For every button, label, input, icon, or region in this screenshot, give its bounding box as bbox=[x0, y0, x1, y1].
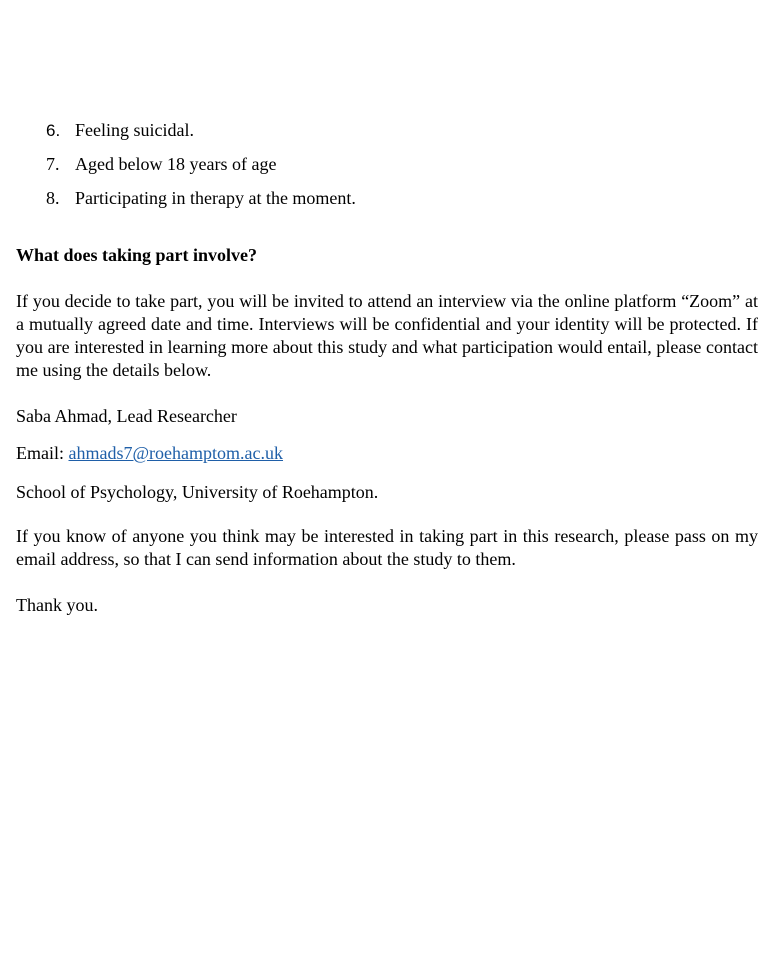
list-item bbox=[46, 119, 194, 142]
list-text: Participating in therapy at the moment. bbox=[75, 188, 356, 208]
list-number: 6. bbox=[46, 121, 61, 140]
affiliation: School of Psychology, University of Roehampton. bbox=[16, 482, 379, 502]
researcher-name: Saba Ahmad, Lead Researcher bbox=[16, 406, 237, 426]
list-item bbox=[46, 153, 276, 175]
involvement-paragraph: If you decide to take part, you will be invited to attend an interview via the online platform “Zoom” at a mutually agreed date and time. Interviews will be confidential and your identity will be protected. If you are interested in learning more about this study and what participation would entail, please contact me using the details below. bbox=[16, 291, 758, 380]
email-line bbox=[16, 442, 283, 464]
section-heading: What does taking part involve? bbox=[16, 245, 258, 265]
list-number: 7. bbox=[46, 154, 60, 174]
closing-text: Thank you. bbox=[16, 595, 98, 615]
email-link[interactable]: ahmads7@roehamptom.ac.uk bbox=[68, 443, 284, 463]
email-label: Email: bbox=[16, 443, 64, 463]
list-number: 8. bbox=[46, 188, 60, 208]
list-item bbox=[46, 187, 356, 209]
referral-paragraph: If you know of anyone you think may be interested in taking part in this research, please pass on my email address, so that I can send information about the study to them. bbox=[16, 526, 758, 569]
list-text: Feeling suicidal. bbox=[75, 120, 194, 140]
list-text: Aged below 18 years of age bbox=[75, 154, 277, 174]
